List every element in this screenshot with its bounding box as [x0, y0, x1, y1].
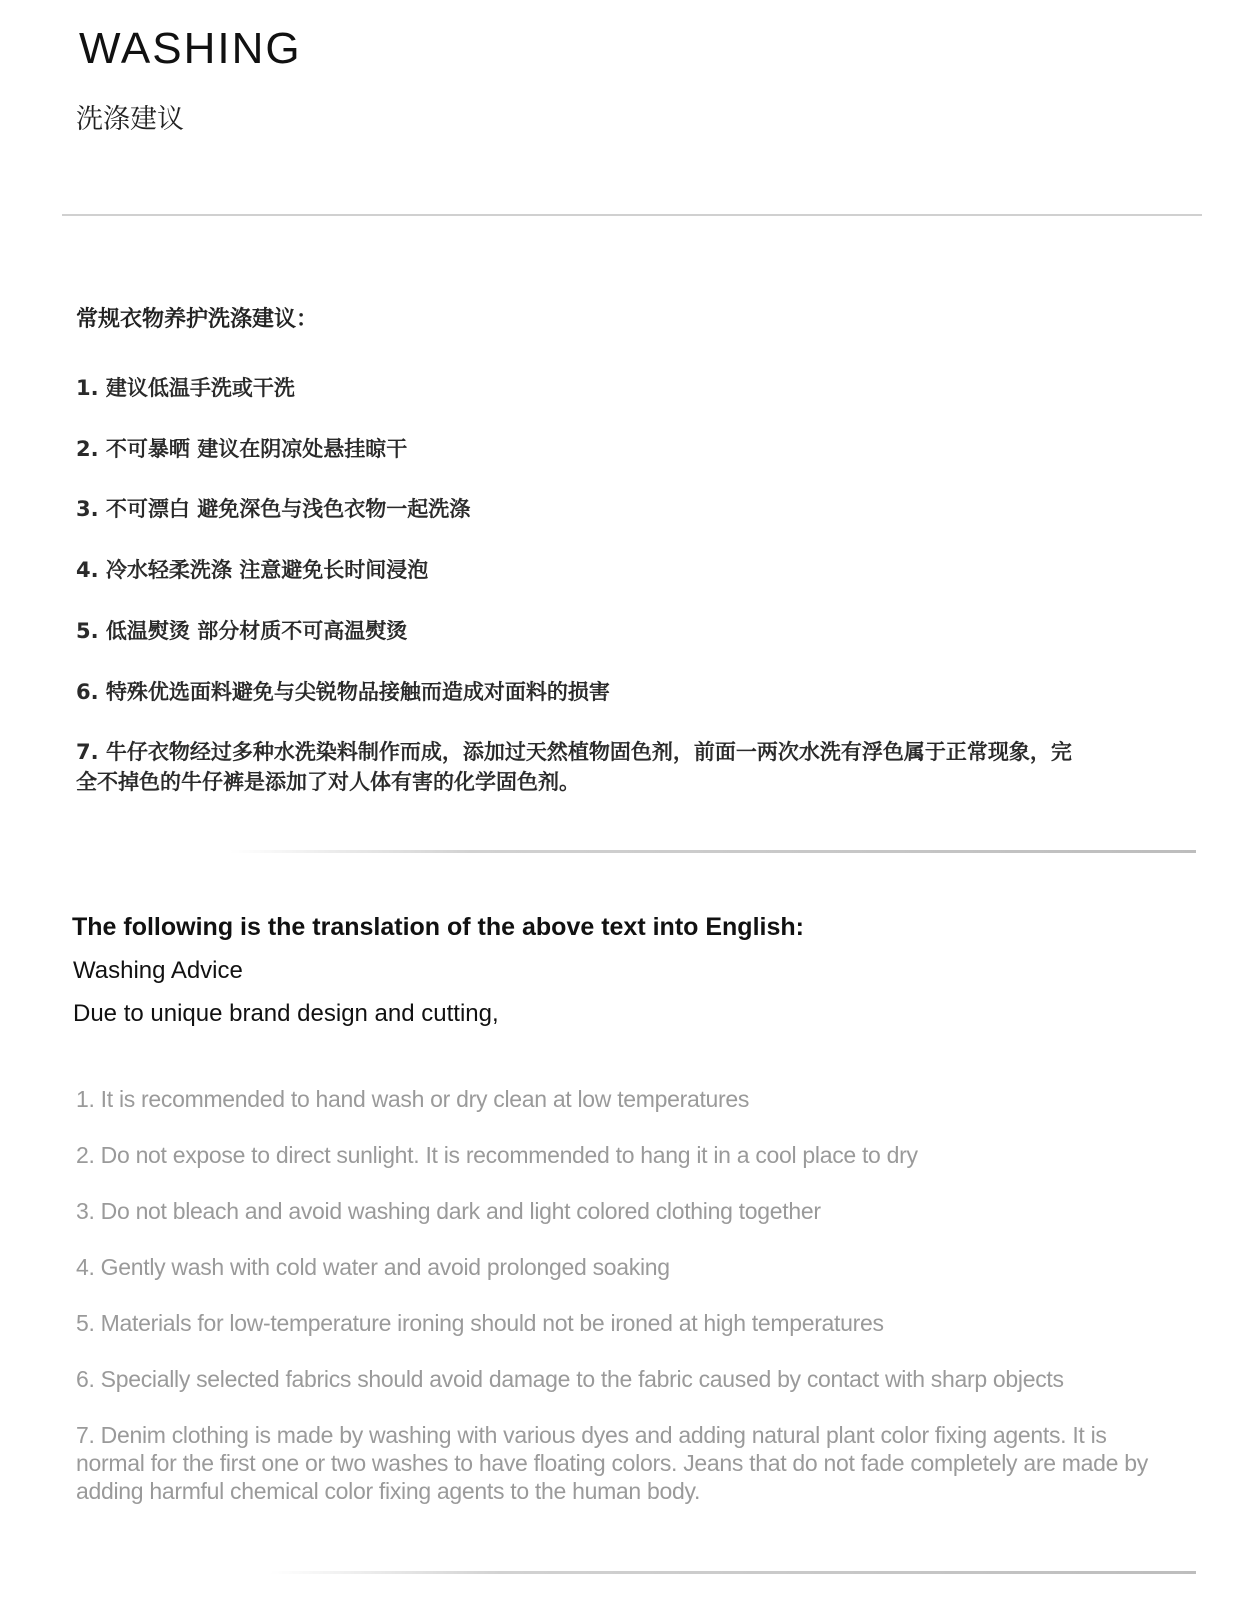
english-advice-item: 5. Materials for low-temperature ironing should not be ironed at high temperatures — [76, 1310, 884, 1336]
section-divider — [270, 1571, 1196, 1574]
intro-text: Due to unique brand design and cutting, — [73, 1000, 499, 1027]
english-advice-item: 1. It is recommended to hand wash or dry clean at low temperatures — [76, 1086, 750, 1112]
page-title: WASHING — [79, 24, 302, 73]
english-advice-item: 3. Do not bleach and avoid washing dark and light colored clothing together — [76, 1198, 821, 1224]
chinese-advice-item: 5. 低温熨烫 部分材质不可高温熨烫 — [76, 619, 408, 643]
page-subtitle: 洗涤建议 — [76, 104, 184, 135]
english-advice-item: 6. Specially selected fabrics should avoid damage to the fabric caused by contact with sharp objects — [76, 1366, 1064, 1392]
section-divider — [62, 214, 1202, 216]
english-advice-item: 7. Denim clothing is made by washing with various dyes and adding natural plant color fixing agents. It is normal for the first one or two washes to have floating colors. Jeans that do not fade completely are made by adding harmful chemical color fixing agents to the human body. — [76, 1422, 1148, 1504]
translation-heading: The following is the translation of the above text into English: — [72, 913, 804, 941]
chinese-advice-item: 1. 建议低温手洗或干洗 — [76, 376, 295, 400]
chinese-advice-item: 2. 不可暴晒 建议在阴凉处悬挂晾干 — [76, 437, 408, 461]
chinese-advice-item: 4. 冷水轻柔洗涤 注意避免长时间浸泡 — [76, 558, 429, 582]
washing-advice-subheading: Washing Advice — [73, 957, 243, 984]
chinese-advice-item: 3. 不可漂白 避免深色与浅色衣物一起洗涤 — [76, 497, 471, 521]
chinese-advice-item: 6. 特殊优选面料避免与尖锐物品接触而造成对面料的损害 — [76, 680, 610, 704]
section-divider — [230, 850, 1196, 853]
english-advice-item: 2. Do not expose to direct sunlight. It is recommended to hang it in a cool place to dry — [76, 1142, 918, 1168]
chinese-advice-heading: 常规衣物养护洗涤建议： — [76, 307, 319, 332]
english-advice-item: 4. Gently wash with cold water and avoid prolonged soaking — [76, 1254, 670, 1280]
chinese-advice-item: 7. 牛仔衣物经过多种水洗染料制作而成，添加过天然植物固色剂，前面一两次水洗有浮色属于正常现象，完全不掉色的牛仔裤是添加了对人体有害的化学固色剂。 — [76, 740, 1072, 794]
